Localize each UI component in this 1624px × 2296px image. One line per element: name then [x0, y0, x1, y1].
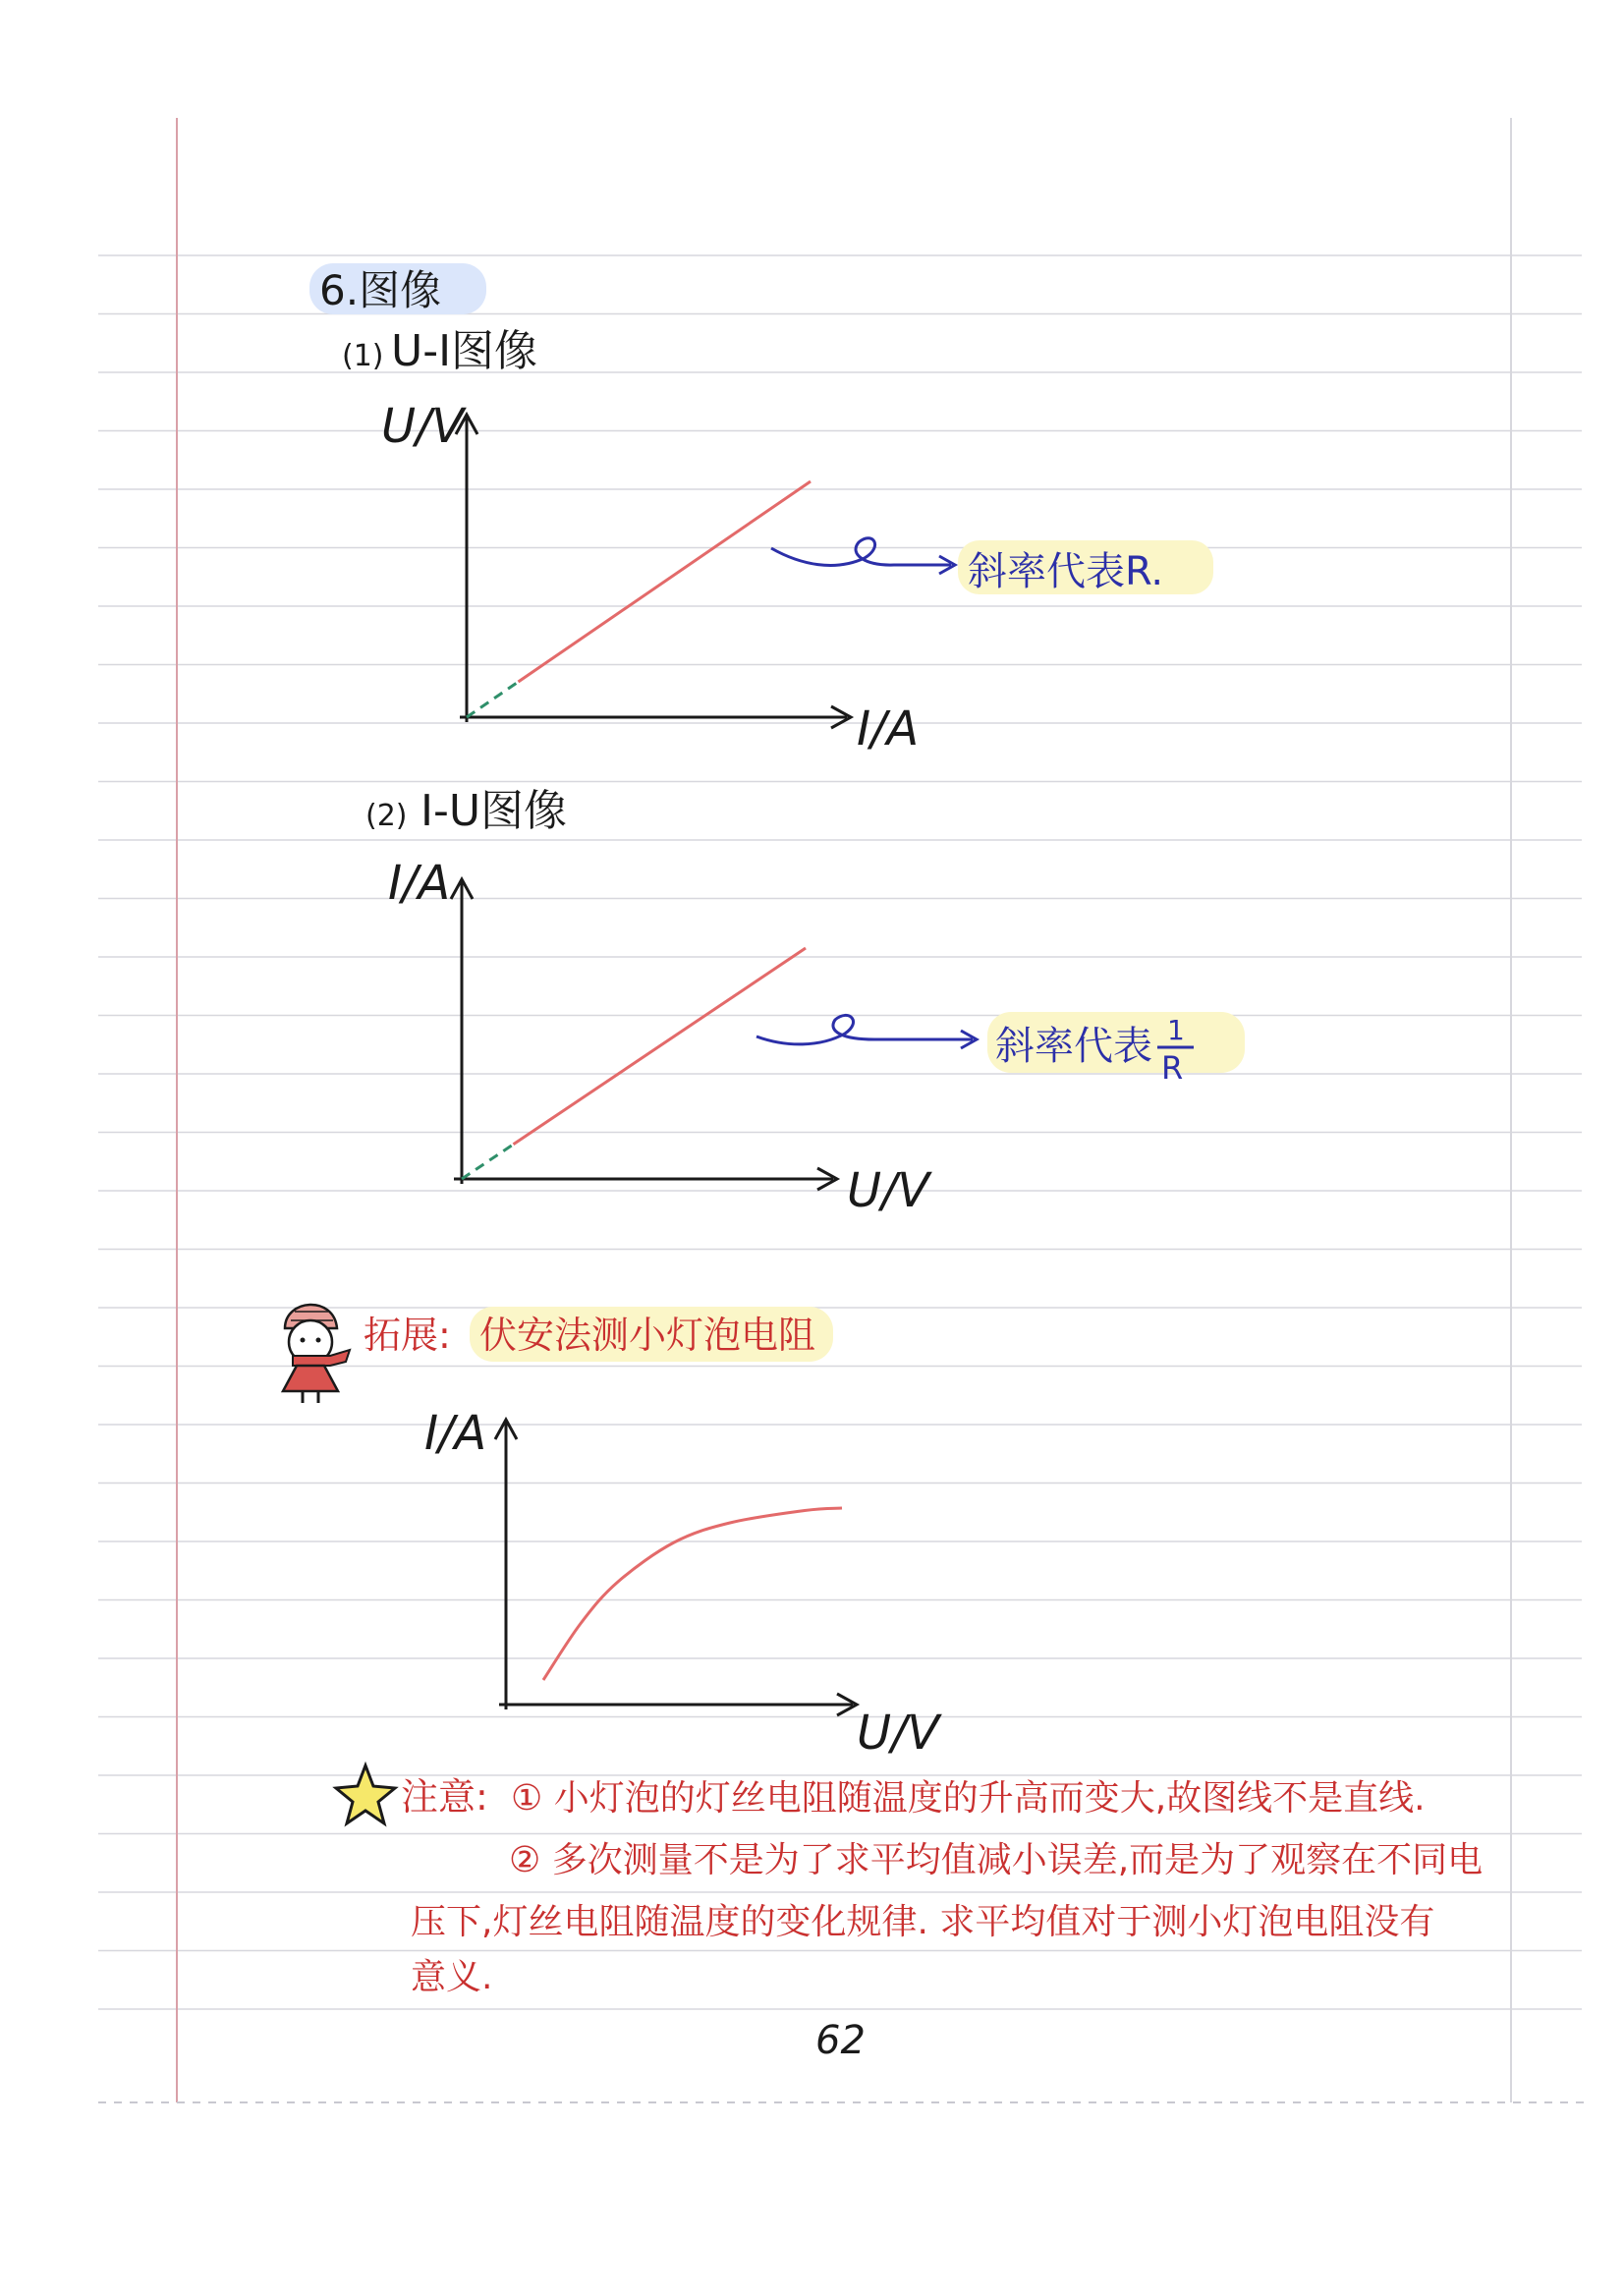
chart2-series	[462, 948, 806, 1179]
extension-heading-text: 伏安法测小灯泡电阻	[479, 1314, 816, 1357]
chart1-annotation-text: 斜率代表R.	[968, 549, 1164, 594]
chart2-heading: I-U图像	[420, 786, 568, 836]
note-2-line-1: ② 多次测量不是为了求平均值减小误差,而是为了观察在不同电	[509, 1840, 1484, 1880]
star-icon	[336, 1765, 395, 1823]
chart2-y-label: I/A	[388, 856, 451, 911]
chart2-annotation-loop-arrow	[756, 1015, 973, 1043]
chart-2-i-u	[365, 786, 1245, 1218]
notes-label: 注意:	[401, 1775, 488, 1819]
extension-label: 拓展:	[364, 1314, 451, 1357]
series-line-solid-segment	[519, 481, 812, 682]
note-2-line-3: 意义.	[411, 1957, 493, 1997]
chart2-annotation-fraction-num: 1	[1167, 1014, 1185, 1046]
chart1-y-label: U/V	[381, 399, 465, 454]
ruled-lines	[98, 255, 1582, 2009]
chart2-annotation-text: 斜率代表	[995, 1024, 1152, 1069]
series-curve	[543, 1508, 842, 1680]
chart2-x-label: U/V	[847, 1163, 930, 1218]
notes-block	[336, 1765, 1483, 1997]
chart1-heading: U-I图像	[391, 326, 538, 376]
section-title-text: 6.图像	[319, 266, 442, 314]
page-number: 62	[815, 2018, 866, 2063]
chart1-heading-num: (1)	[342, 339, 384, 373]
series-line-solid-segment	[514, 948, 807, 1145]
chart2-heading-num: (2)	[365, 799, 408, 833]
chart-3-bulb-curve	[424, 1406, 942, 1761]
series-line-dashed-segment	[467, 682, 519, 717]
chart-1-u-i	[342, 326, 1213, 756]
series-line-dashed-segment	[462, 1145, 514, 1179]
chart2-annotation-fraction-den: R	[1161, 1049, 1184, 1087]
girl-character-icon	[283, 1305, 350, 1403]
section-title	[309, 263, 486, 314]
chart3-series	[543, 1508, 842, 1680]
note-1: ① 小灯泡的灯丝电阻随温度的升高而变大,故图线不是直线.	[511, 1778, 1426, 1819]
note-2-line-2: 压下,灯丝电阻随温度的变化规律. 求平均值对于测小灯泡电阻没有	[411, 1902, 1435, 1942]
chart3-y-label: I/A	[424, 1406, 487, 1461]
chart1-series	[467, 481, 811, 717]
chart3-x-label: U/V	[857, 1706, 940, 1761]
chart1-x-label: I/A	[857, 701, 920, 756]
chart1-annotation-loop-arrow	[771, 538, 951, 566]
extension-heading	[283, 1305, 833, 1403]
